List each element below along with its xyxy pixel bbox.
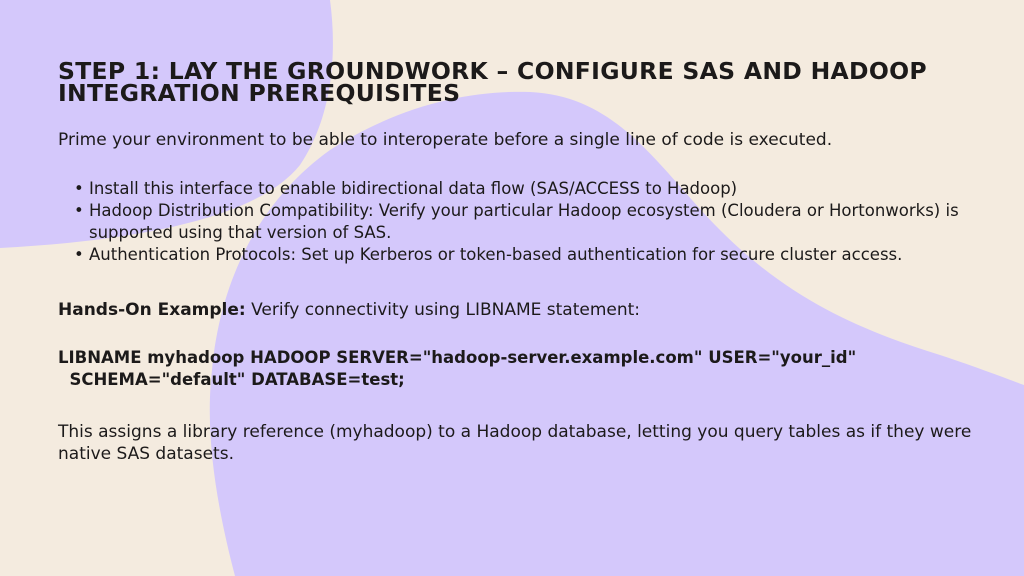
intro-text: Prime your environment to be able to interoperate before a single line of code is executed.: [58, 130, 833, 150]
code-line-1: LIBNAME myhadoop HADOOP SERVER="hadoop-server.example.com" USER="your_id": [58, 348, 857, 367]
list-item: [58, 200, 988, 244]
example-text: Verify connectivity using LIBNAME statement:: [245, 300, 641, 320]
summary-text: This assigns a library reference (myhadoop) to a Hadoop database, letting you query tables as if they were native SAS datasets.: [58, 422, 972, 464]
list-item: [58, 244, 988, 266]
list-item-text: Authentication Protocols: Set up Kerberos or token-based authentication for secure cluster access.: [89, 245, 903, 264]
example-label: Hands-On Example:: [58, 300, 246, 320]
list-item-text: Hadoop Distribution Compatibility: Verify your particular Hadoop ecosystem (Cloudera or Hortonworks) is supported using that version of SAS.: [89, 201, 959, 242]
bullet-icon: •: [74, 179, 84, 198]
list-item-text: Install this interface to enable bidirectional data flow (SAS/ACCESS to Hadoop): [89, 179, 738, 198]
bullet-icon: •: [74, 201, 84, 220]
prerequisite-list: [58, 178, 988, 266]
hands-on-example: [58, 299, 958, 321]
bullet-icon: •: [74, 245, 84, 264]
code-line-2: SCHEMA="default" DATABASE=test;: [58, 370, 405, 389]
list-item: [58, 178, 988, 200]
libname-code: [58, 347, 958, 391]
slide-title: STEP 1: LAY THE GROUNDWORK – CONFIGURE SAS AND HADOOP INTEGRATION PREREQUISITES: [58, 57, 927, 107]
